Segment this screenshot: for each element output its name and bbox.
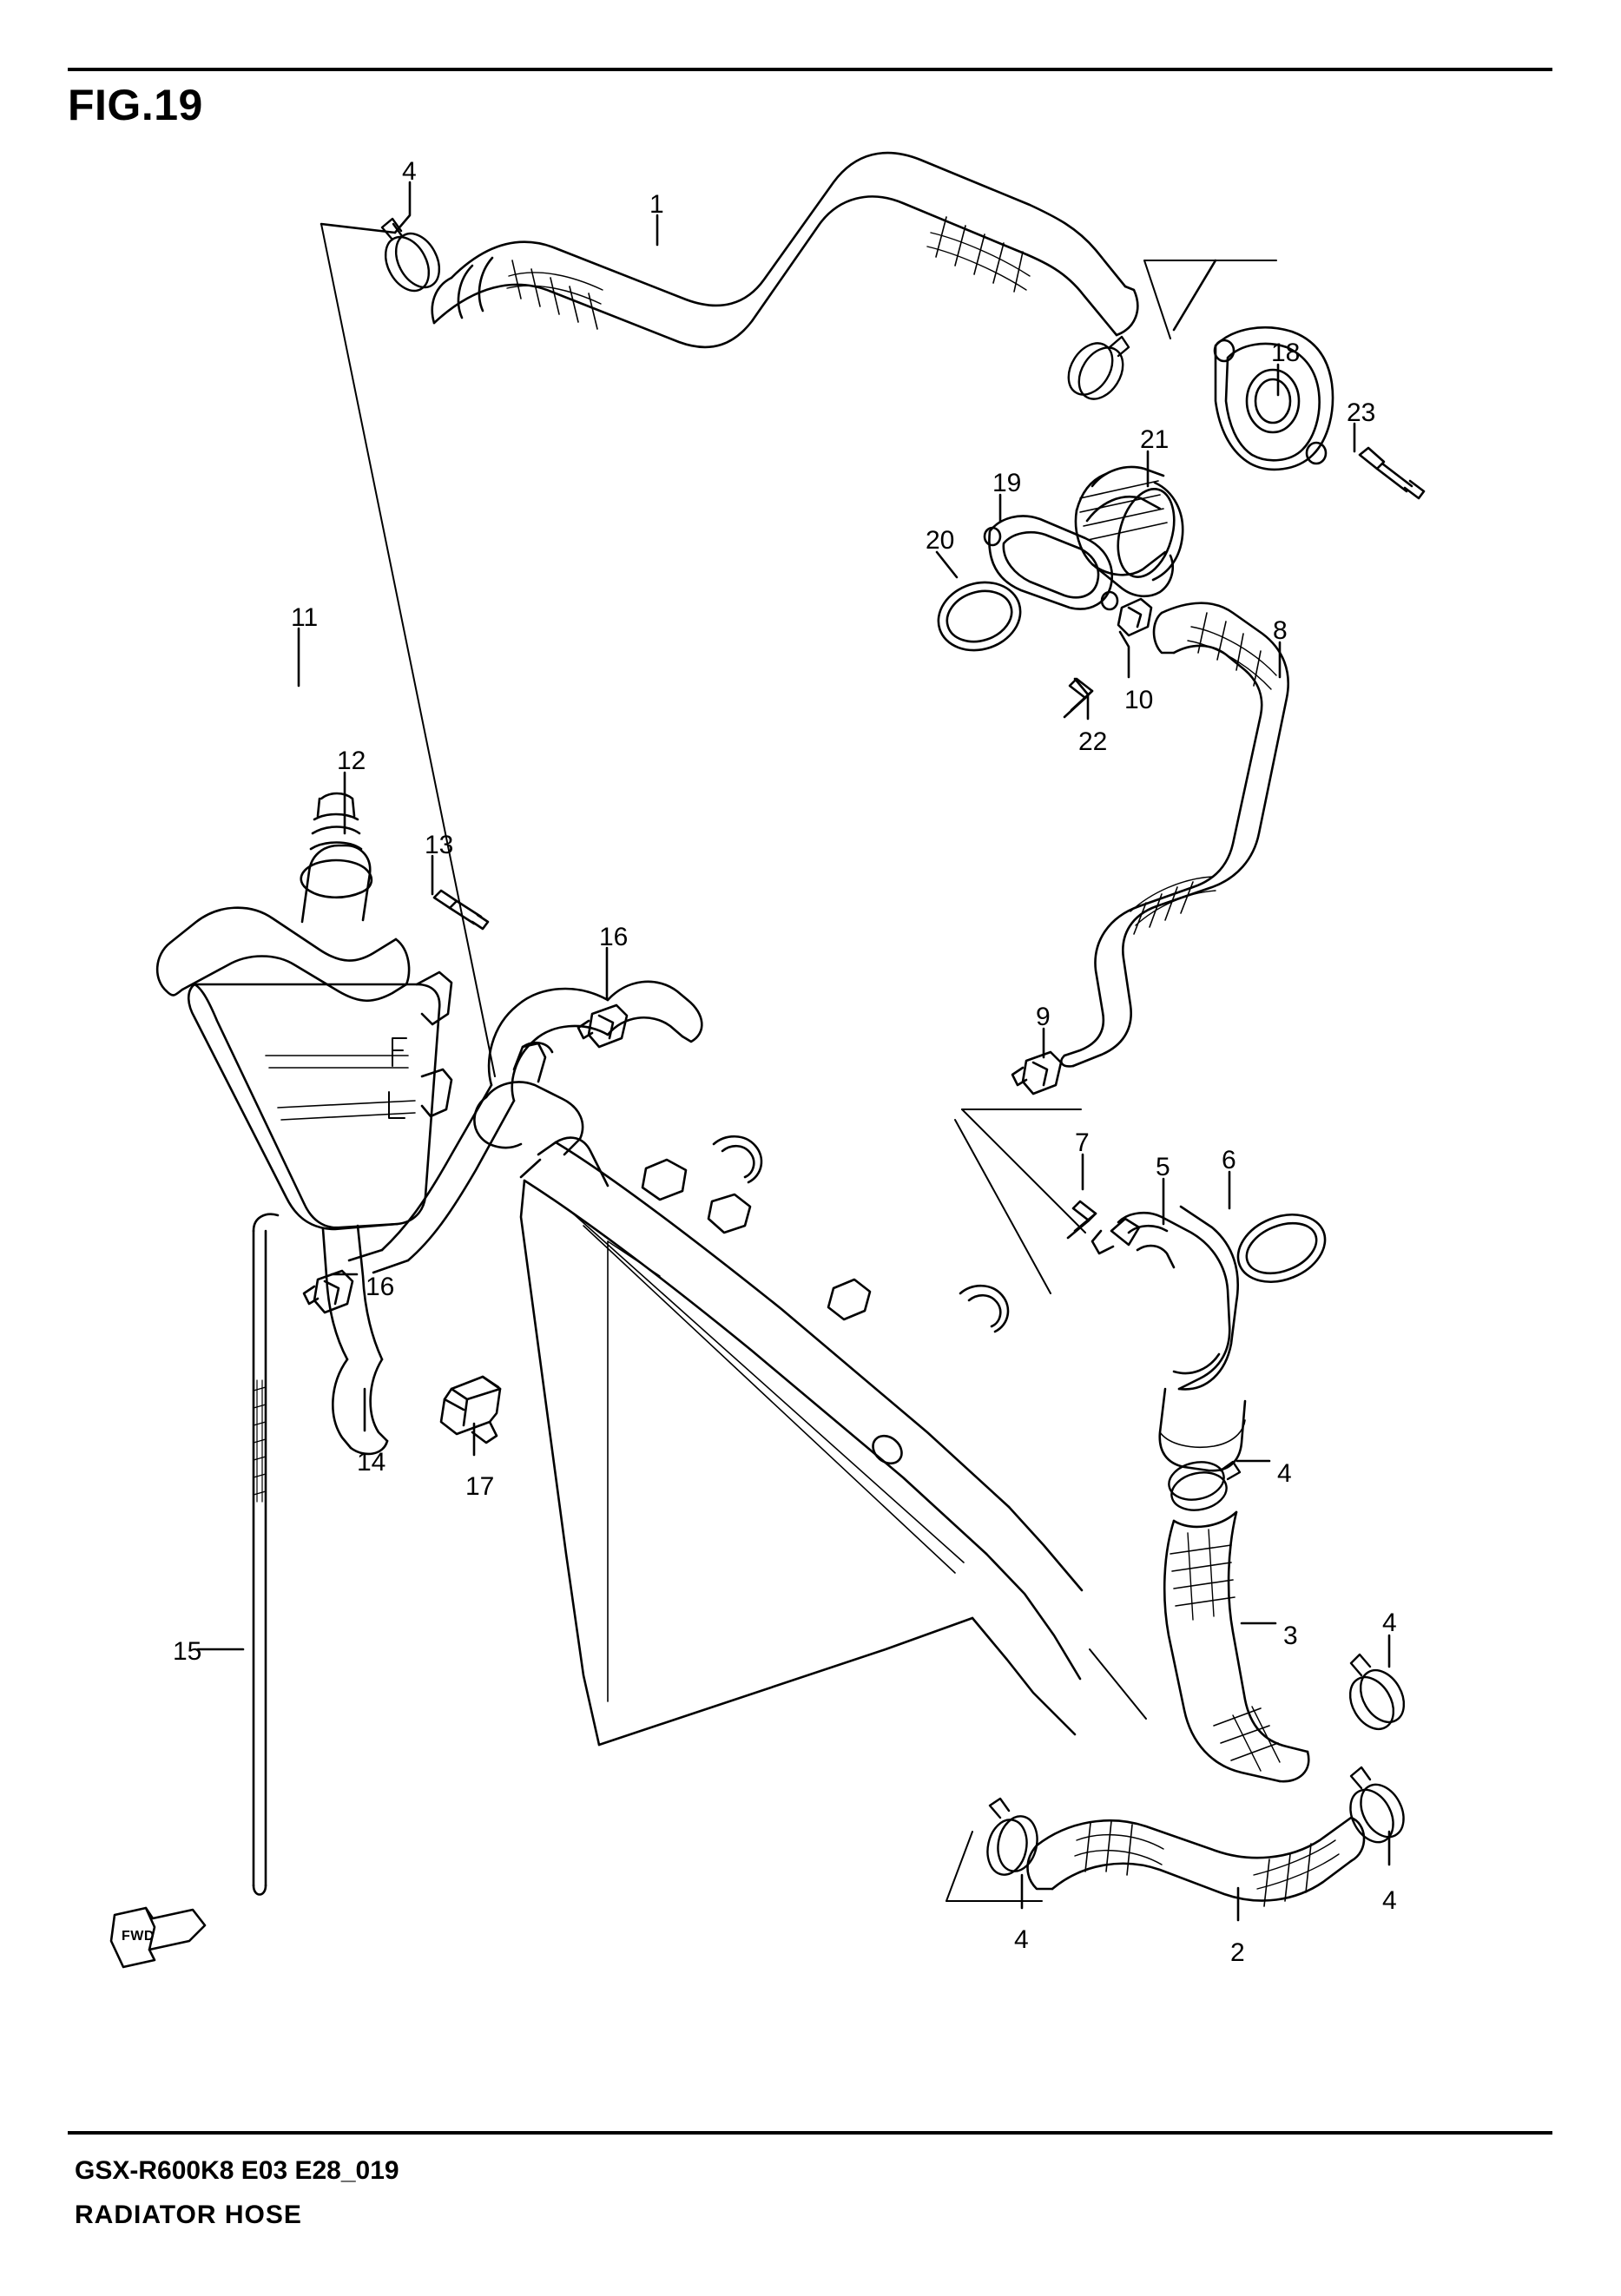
callout-22: 22 (1078, 727, 1108, 756)
callout-3: 3 (1283, 1622, 1298, 1650)
callout-7: 7 (1075, 1128, 1090, 1157)
callout-4-right-lower: 4 (1382, 1886, 1397, 1915)
callout-5: 5 (1156, 1153, 1170, 1181)
callout-20: 20 (926, 526, 955, 555)
callout-8: 8 (1273, 616, 1288, 645)
callout-17: 17 (465, 1472, 495, 1501)
callout-6: 6 (1222, 1146, 1236, 1174)
callout-18: 18 (1271, 339, 1301, 367)
top-divider (68, 68, 1552, 71)
callout-21: 21 (1140, 425, 1170, 454)
callout-13: 13 (425, 831, 454, 859)
callout-16-lower: 16 (366, 1273, 395, 1301)
callout-10: 10 (1124, 686, 1154, 714)
callout-4-mid-right: 4 (1277, 1459, 1292, 1488)
callout-9: 9 (1036, 1003, 1051, 1031)
callout-1: 1 (649, 190, 664, 219)
fwd-direction-label: FWD (122, 1929, 155, 1944)
bottom-divider (68, 2131, 1552, 2135)
callout-4-top-left: 4 (402, 157, 417, 186)
figure-model-code: GSX-R600K8 E03 E28_019 (75, 2156, 399, 2185)
callout-4-bottom-left: 4 (1014, 1925, 1029, 1954)
callout-11: 11 (291, 603, 319, 632)
figure-title: FIG.19 (68, 81, 203, 129)
callout-23: 23 (1347, 398, 1376, 427)
callout-16-upper: 16 (599, 923, 629, 951)
figure-caption: RADIATOR HOSE (75, 2201, 302, 2229)
callout-15: 15 (173, 1637, 202, 1666)
callout-19: 19 (992, 469, 1022, 497)
callout-4-right-upper: 4 (1382, 1609, 1397, 1637)
callout-2: 2 (1230, 1938, 1245, 1967)
callout-12: 12 (337, 747, 366, 775)
callout-14: 14 (357, 1448, 386, 1477)
